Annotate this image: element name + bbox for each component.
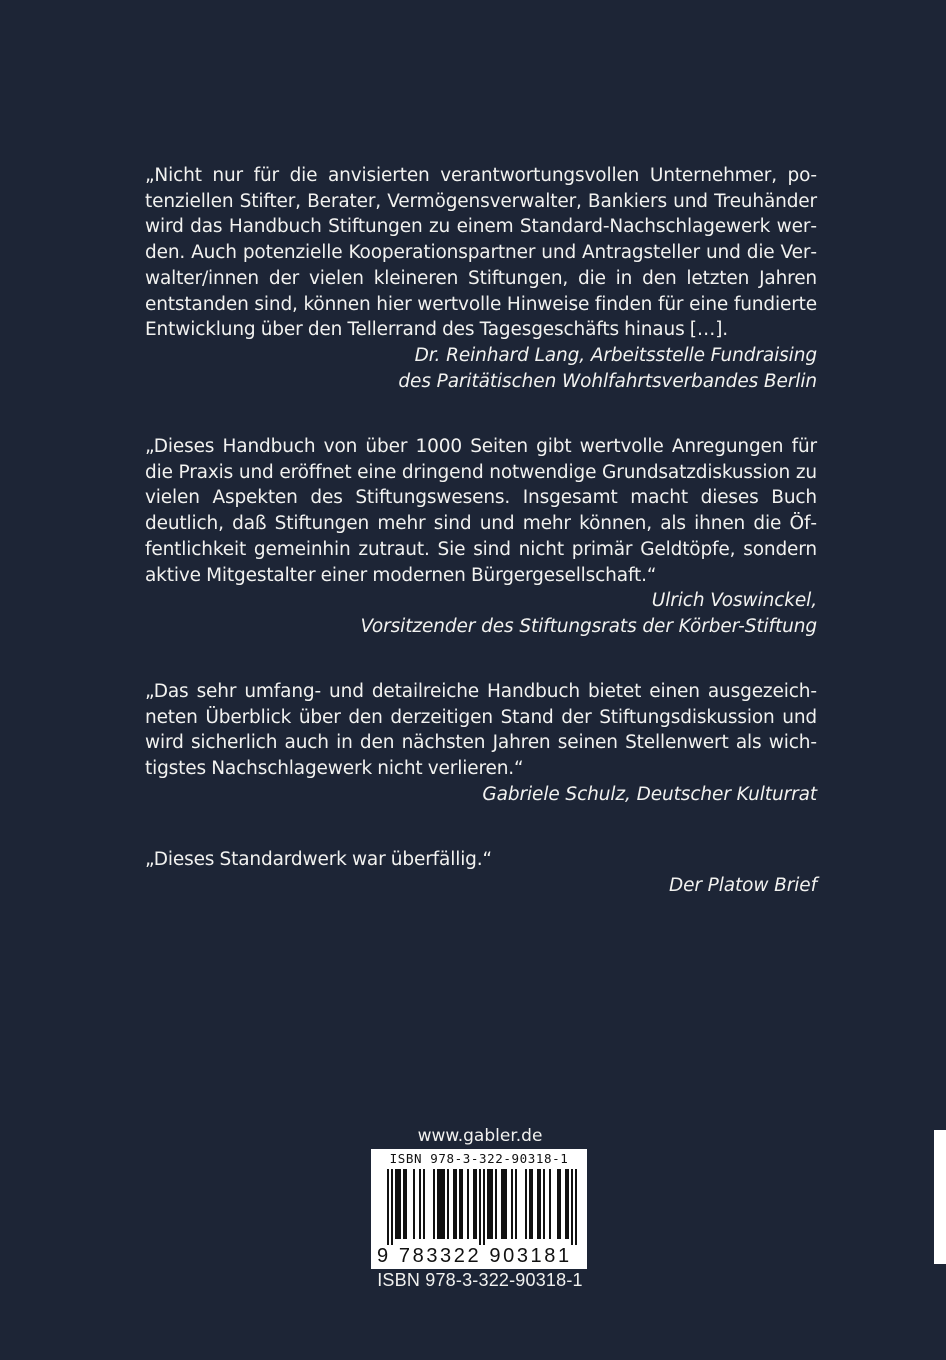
barcode-bar: [503, 1169, 505, 1239]
barcode-bar: [439, 1169, 441, 1239]
quote-attribution: [145, 782, 817, 808]
barcode-bar: [505, 1169, 507, 1239]
barcode-bar: [397, 1169, 399, 1239]
attribution-line: Ulrich Voswinckel,: [651, 590, 817, 612]
barcode-bar: [467, 1169, 469, 1239]
barcode-bar: [475, 1169, 477, 1239]
barcode-bar: [461, 1169, 463, 1239]
publisher-website: www.gabler.de: [417, 1126, 543, 1146]
isbn-number: ISBN 978-3-322-90318-1: [377, 1270, 583, 1290]
attribution-line: des Paritätischen Wohlfahrtsverbandes Berlin: [398, 370, 817, 392]
barcode-bar: [437, 1169, 439, 1239]
barcode-bar: [433, 1169, 435, 1239]
barcode-bar: [455, 1169, 457, 1239]
quote-text: „Nicht nur für die anvisierten verantwortungsvollen Unternehmer, potenziellen Stifter, Berater, Vermögensverwalter, Bankiers und Treuhänder wird das Handbuch Stiftungen zu einem Standard-Nachschlagewerk werden. Auch potenzielle Kooperationspartner und Antragsteller und die Verwalter/innen der vielen kleineren Stiftungen, die in den letzten Jahren entstanden sind, können hier wertvolle Hinweise finden für eine fundierte Entwicklung über den Tellerrand des Tagesgeschäfts hinaus […].: [145, 165, 817, 341]
barcode-bar: [423, 1169, 425, 1239]
quote-block-3: [145, 679, 817, 808]
barcode-bar: [403, 1169, 405, 1239]
attribution-line: Gabriele Schulz, Deutscher Kulturrat: [482, 783, 817, 805]
barcode-bar: [413, 1169, 415, 1239]
barcode-bar: [441, 1169, 443, 1239]
barcode-bar: [559, 1169, 561, 1239]
barcode-bar: [567, 1169, 569, 1239]
quote-block-2: [145, 434, 817, 640]
barcode-bar: [575, 1169, 577, 1245]
barcode-bar: [565, 1169, 567, 1239]
barcode-bar: [511, 1169, 513, 1239]
barcode-bar: [531, 1169, 533, 1239]
barcode-bar: [537, 1169, 539, 1239]
barcode-bar: [395, 1169, 397, 1239]
barcode-bar: [387, 1169, 389, 1245]
barcode-bar: [495, 1169, 497, 1239]
barcode-bar: [391, 1169, 393, 1245]
barcode-bar: [549, 1169, 551, 1239]
barcode-bars: [375, 1169, 583, 1245]
barcode-bar: [419, 1169, 421, 1239]
barcode-bar: [487, 1169, 489, 1239]
attribution-line: Der Platow Brief: [668, 874, 817, 896]
barcode-bar: [459, 1169, 461, 1239]
barcode-bar: [489, 1169, 491, 1239]
barcode-bar: [483, 1169, 485, 1245]
barcode-bar: [571, 1169, 573, 1245]
barcode-bar: [529, 1169, 531, 1239]
attribution-line: Dr. Reinhard Lang, Arbeitsstelle Fundraising: [414, 344, 817, 366]
quote-attribution: [145, 343, 817, 394]
quote-text: „Das sehr umfang- und detailreiche Handbuch bietet einen ausgezeichneten Überblick über den derzeitigen Stand der Stiftungsdiskussion und wird sicherlich auch in den nächsten Jahren seinen Stellenwert als wichtigstes Nachschlagewerk nicht verlieren.“: [145, 681, 817, 780]
attribution-line: Vorsitzender des Stiftungsrats der Körber-Stiftung: [360, 615, 817, 637]
barcode-bar: [473, 1169, 475, 1239]
quote-text: „Dieses Handbuch von über 1000 Seiten gibt wertvolle Anregungen für die Praxis und eröffnet eine dringend notwendige Grundsatzdiskussion zu vielen Aspekten des Stiftungswesens. Insgesamt macht dieses Buch deutlich, daß Stiftungen mehr sind und mehr können, als ihnen die Öffentlichkeit gemeinhin zutraut. Sie sind nicht primär Geldtöpfe, sondern aktive Mitgestalter einer modernen Bürgergesellschaft.“: [145, 436, 817, 586]
edge-mark: [934, 1130, 946, 1264]
quote-text: „Dieses Standardwerk war überfällig.“: [145, 849, 492, 870]
quote-block-4: [145, 847, 817, 898]
barcode-bar: [443, 1169, 445, 1239]
barcode-bar: [479, 1169, 481, 1245]
barcode-bar: [405, 1169, 407, 1239]
barcode-bar: [447, 1169, 449, 1239]
barcode-bar: [525, 1169, 527, 1239]
barcode-bar: [557, 1169, 559, 1239]
barcode-bar: [399, 1169, 401, 1239]
barcode-isbn-label: ISBN 978-3-322-90318-1: [389, 1151, 569, 1166]
barcode-digits: 9 783322 903181: [377, 1245, 572, 1267]
barcode-bar: [453, 1169, 455, 1239]
barcode-bar: [543, 1169, 545, 1239]
quote-attribution: [145, 588, 817, 639]
barcode-bar: [539, 1169, 541, 1239]
barcode-bar: [501, 1169, 503, 1239]
barcode-bar: [491, 1169, 493, 1239]
barcode: [371, 1149, 587, 1269]
barcode-bar: [515, 1169, 517, 1239]
quote-block-1: [145, 163, 817, 394]
quote-attribution: [145, 873, 817, 899]
